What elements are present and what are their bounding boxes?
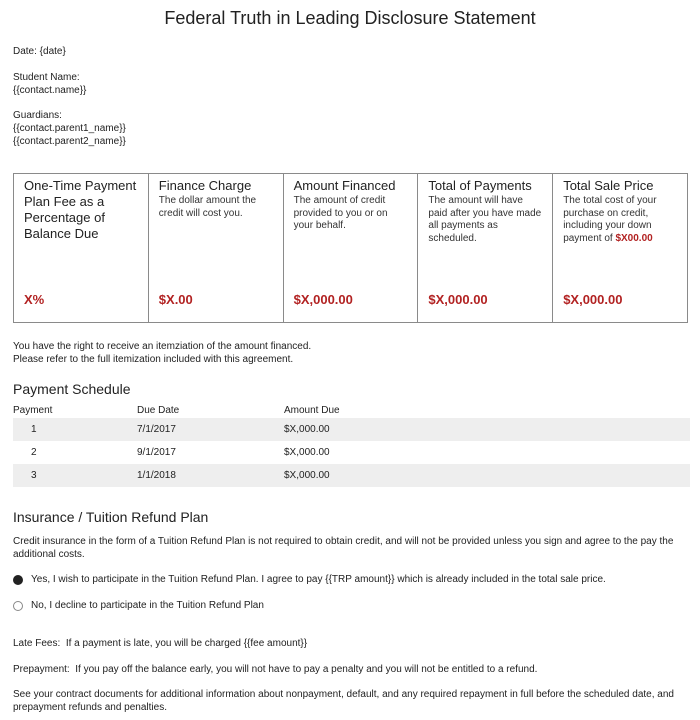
prepayment-label: Prepayment:: [13, 664, 70, 675]
disclosure-description: [563, 195, 687, 245]
payment-number: 3: [31, 470, 37, 481]
student-name: {{contact.name}}: [13, 85, 87, 96]
disclosure-description: The amount of credit provided to you or on your behalf.: [293, 195, 388, 231]
due-date: 9/1/2017: [137, 447, 176, 458]
disclosure-value: $X,000.00: [293, 292, 353, 307]
itemization-line-1: You have the right to receive an itemziation of the amount financed.: [13, 341, 312, 352]
payment-number: 1: [31, 424, 37, 435]
payment-schedule-table: [13, 404, 690, 487]
column-header: Amount Due: [284, 405, 340, 416]
disclosure-amount-financed: [284, 174, 419, 322]
disclosure-box: [13, 173, 688, 323]
disclosure-heading: Total Sale Price: [563, 178, 654, 193]
insurance-title: Insurance / Tuition Refund Plan: [13, 509, 209, 525]
itemization-line-2: Please refer to the full itemization included with this agreement.: [13, 354, 294, 365]
disclosure-value: $X,000.00: [563, 292, 623, 307]
disclosure-value: X%: [24, 292, 45, 307]
disclosure-total-sale-price: [553, 174, 687, 322]
amount-due: $X,000.00: [284, 470, 330, 481]
guardians-label: Guardians:: [13, 110, 62, 121]
disclosure-description: The amount will have paid after you have made all payments as scheduled.: [428, 195, 542, 244]
disclosure-heading: Total of Payments: [428, 178, 532, 193]
amount-due: $X,000.00: [284, 447, 330, 458]
payment-number: 2: [31, 447, 37, 458]
disclosure-value: $X.00: [158, 292, 193, 307]
guardian-1: {{contact.parent1_name}}: [13, 123, 126, 134]
insurance-option-no[interactable]: [13, 600, 264, 611]
disclosure-value: $X,000.00: [428, 292, 488, 307]
disclosure-fee-percentage: [14, 174, 149, 322]
prepayment: [13, 663, 537, 676]
due-date: 7/1/2017: [137, 424, 176, 435]
radio-unchecked-icon[interactable]: [13, 601, 23, 611]
amount-due: $X,000.00: [284, 424, 330, 435]
late-fees: [13, 637, 307, 650]
prepayment-text: If you pay off the balance early, you will not have to pay a penalty and you will not be entitled to a refund.: [75, 664, 538, 675]
disclosure-heading: Amount Financed: [293, 178, 396, 193]
insurance-option-yes[interactable]: [13, 574, 606, 585]
guardians-block: [13, 109, 126, 148]
disclosure-description-text: The total cost of your purchase on credit, including your down payment of: [563, 195, 657, 244]
itemization-notice: [13, 340, 311, 366]
radio-checked-icon[interactable]: [13, 575, 23, 585]
table-row: [13, 418, 690, 441]
table-row: [13, 441, 690, 464]
disclosure-finance-charge: [149, 174, 284, 322]
column-header: Due Date: [137, 405, 180, 416]
option-yes-label: Yes, I wish to participate in the Tuition Refund Plan. I agree to pay {{TRP amount}} which is already included in the total sale price.: [31, 574, 606, 585]
page-title: Federal Truth in Leading Disclosure Statement: [164, 8, 536, 28]
disclosure-heading: One-Time Payment Plan Fee as a Percentage of Balance Due: [24, 178, 137, 241]
table-row: [13, 464, 690, 487]
insurance-text: Credit insurance in the form of a Tuition Refund Plan is not required to obtain credit, and will not be provided unless you sign and agree to the pay the additional costs.: [13, 536, 674, 560]
option-no-label: No, I decline to participate in the Tuition Refund Plan: [31, 600, 264, 611]
late-fees-text: If a payment is late, you will be charged {{fee amount}}: [65, 638, 308, 649]
disclosure-heading: Finance Charge: [158, 178, 252, 193]
due-date: 1/1/2018: [137, 470, 176, 481]
student-block: [13, 71, 86, 97]
late-fees-label: Late Fees:: [13, 638, 61, 649]
guardian-2: {{contact.parent2_name}}: [13, 136, 126, 147]
date-line: Date: {date}: [13, 46, 66, 57]
student-label: Student Name:: [13, 72, 80, 83]
table-header-row: [13, 404, 690, 418]
disclosure-description: The dollar amount the credit will cost you.: [158, 195, 257, 219]
down-payment-amount: $X00.00: [615, 232, 653, 244]
payment-schedule-title: Payment Schedule: [13, 381, 131, 397]
disclosure-total-payments: [418, 174, 553, 322]
column-header: Payment: [13, 405, 53, 416]
contract-note: See your contract documents for additional information about nonpayment, default, and any required repayment in full before the scheduled date, and prepayment refunds and penalties.: [13, 689, 674, 713]
